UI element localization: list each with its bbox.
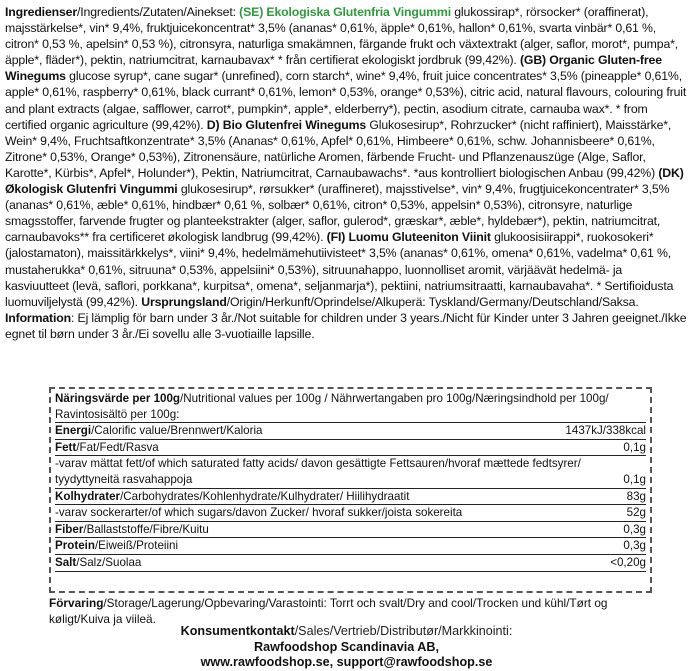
- information-label: Information: [5, 310, 71, 325]
- nutrition-row-value: 52g: [626, 506, 646, 520]
- nutrition-row-description: /Calorific value/Brennwert/Kaloria: [91, 424, 263, 438]
- nutrition-row-value: 0,3g: [623, 539, 646, 553]
- nutrition-row: [55, 423, 646, 440]
- ingredients-block: [5, 4, 689, 342]
- de-ingredients: Glukosesirup*, Rohrzucker* (nicht raffiniert), Maisstärke*, Wein* 9,4%, Fruchtsaftkonzentrate* 3,5% (Ananas* 0,61%, Apfel* 0,61%, Himbeere* 0,61%, schw. Johannisbeere* 0,61%, Zitrone* 0,53%, Orange* 0,53%), Zitronensäure, natürliche Aromen, färbende Frucht- und Pflanzenauszüge (Alge, Saflor, Karotte*, Kürbis*, Apfel*, Holunder*), Pektin, Natriumcitrat, Carnaubawachs*. *aus kontrolliert biologischen Anbau (99,42%): [5, 117, 672, 180]
- nutrition-rows: [55, 423, 646, 571]
- nutrition-row-nutrient: Fiber: [55, 522, 84, 536]
- nutrition-row-label: [55, 538, 178, 554]
- nutrition-header-line3: Ravintosisältö per 100g:: [55, 407, 180, 421]
- ingredients-heading-languages: /Ingredients/Zutaten/Ainekset:: [77, 5, 240, 19]
- nutrition-row-description: /Ballaststoffe/Fibre/Kuitu: [83, 522, 209, 536]
- fi-title: (FI) Luomu Gluteeniton Viinit: [326, 230, 491, 245]
- nutrition-row-value: <0,20g: [610, 555, 646, 569]
- nutrition-row: [55, 440, 646, 457]
- contact-heading-line: [0, 624, 693, 640]
- nutrition-row-value: 83g: [626, 489, 646, 503]
- nutrition-row-description: /Carbohydrates/Kohlenhydrate/Kulhydrater/ Hiilihydraatit: [120, 489, 410, 503]
- nutrition-row-value: 0,1g: [623, 440, 646, 454]
- nutrition-row-description: -varav sockerarter/of which sugars/davon Zucker/ hvoraf sukker/joista sokereita: [55, 506, 463, 520]
- dk-title: (DK) Økologisk Glutenfri Vingummi: [5, 165, 684, 197]
- contact-label: Konsumentkontakt: [180, 624, 295, 638]
- contact-block: [0, 624, 693, 671]
- nutrition-row-nutrient: Protein: [55, 539, 95, 553]
- nutrition-row-nutrient: Salt: [55, 555, 77, 569]
- nutrition-header-line3-row: [55, 407, 646, 424]
- nutrition-table: [49, 387, 652, 593]
- nutrition-row-description: /Fat/Fedt/Rasva: [76, 440, 159, 454]
- nutrition-row-label: [55, 456, 615, 487]
- nutrition-row: [55, 538, 646, 555]
- nutrition-row: [55, 489, 646, 506]
- ingredients-heading: Ingredienser: [5, 5, 78, 19]
- nutrition-row-nutrient: Fett: [55, 440, 77, 454]
- nutrition-row-nutrient: Energi: [55, 424, 92, 438]
- nutrition-row-label: [55, 423, 262, 439]
- nutrition-row-value: 0,3g: [623, 522, 646, 536]
- nutrition-row-description: /Eiweiß/Proteiini: [94, 539, 179, 553]
- nutrition-row-value: 1437kJ/338kcal: [565, 424, 646, 438]
- nutrition-header-languages: /Nutritional values per 100g / Nährwertangaben pro 100g/Næringsindhold per 100g/: [180, 392, 609, 405]
- nutrition-row: [55, 505, 646, 522]
- nutrition-row-label: [55, 522, 209, 538]
- origin-label: Ursprungsland: [141, 294, 227, 309]
- dk-ingredients: glukosesirup*, rørsukker* (uraffineret), majsstivelse*, vin* 9,4%, frugtjuicekoncentrater* 3,5% (ananas* 0,61%, æble* 0,61%, hindbær* 0,61 %, solbær* 0,61%, citron* 0,53%, appelsin* 0,53%), citronsyre, naturlige smagsstoffer, farvende frugter og planteekstrakter (alger, saflor, gulerod*, græskar*, æble*, hyldebær*), pektin, natriumcitrat, carnaubavoks** fra certificeret økologisk landbrug (99,42%).: [5, 182, 670, 245]
- nutrition-row-description: /Salz/Suolaa: [76, 555, 142, 569]
- se-title: (SE) Ekologiska Glutenfria Vingummi: [239, 5, 451, 19]
- nutrition-row: [55, 555, 646, 572]
- nutrition-row-label: [55, 489, 409, 505]
- de-title: D) Bio Glutenfrei Winegums: [206, 117, 367, 132]
- nutrition-row-nutrient: Kolhydrater: [55, 489, 121, 503]
- nutrition-row: [55, 522, 646, 539]
- nutrition-row-label: [55, 555, 141, 571]
- nutrition-row-description: -varav mättat fett/of which saturated fatty acids/ davon gesättigte Fettsauren/hvoraf mættede fedtsyrer/ tyydyttyneitä rasvahappoja: [55, 457, 581, 486]
- contact-web[interactable]: www.rawfoodshop.se, support@rawfoodshop.se: [200, 655, 493, 669]
- gb-ingredients: glucose syrup*, cane sugar* (unrefined), corn starch*, wine* 9,4%, fruit juice concentrates* 3,5% (pineapple* 0,61%, apple* 0,61%, raspberry* 0,61%, black currant* 0,61%, lemon* 0,53%, orange* 0,53%), citric acid, natural flavours, colouring fruit and plant extracts (algae, safflower, carrot*, pumpkin*, apple*, elderberry*), pectin, asodium citrate, carnauba wax*. * from certified organic agriculture (99,42%).: [5, 69, 687, 132]
- origin-text: /Origin/Herkunft/Oprindelse/Alkuperä: Tyskland/Germany/Deutschland/Saksa.: [226, 294, 639, 309]
- storage-block: [49, 596, 649, 627]
- contact-label-languages: /Sales/Vertrieb/Distributør/Markkinointi:: [294, 624, 513, 638]
- se-ingredients: glukossirap*, rörsocker* (oraffinerat), majsstärkelse*, vin* 9,4%, fruktjuicekoncentrat* 3,5% (ananas* 0,61%, äpple* 0,61%, hallon* 0,61%, svarta vinbär* 0,61 %, citron* 0,53 %, apelsin* 0,53 %), citronsyra, naturliga smakämnen, färgande frukt och växtextrakt (alger, saflor, morot*, pumpa*, äpple*, fläder*), pektin, natriumcitrat, karnaubavax* * från certifierat ekologiskt jordbruk (99,42%).: [5, 5, 679, 68]
- nutrition-row-label: [55, 505, 462, 521]
- nutrition-row-label: [55, 440, 159, 456]
- fi-ingredients: glukoosisiirappi*, ruokosokeri* (jalostamaton), maissitärkkelys*, viini* 9,4%, hedelmämehutiivisteet* 3,5% (ananas* 0,61%, omena* 0,61%, vadelma* 0,61 %, mustaherukka* 0,61%, sitruuna* 0,53%, appelsiini* 0,53%), sitruunahappo, luonnolliset aromit, värjäävät hedelmä- ja kasviuutteet (levä, saflori, porkkana*, kurpitsa*, omena*, seljanmarja*), pektiini, natriumsitraatti, karnaubavaha*. * Sertifioidusta luomuviljelystä (99,42%).: [5, 230, 674, 309]
- storage-text: /Storage/Lagerung/Opbevaring/Varastointi: Torrt och svalt/Dry and cool/Trocken und kühl/Tørt og køligt/Kuiva ja viileä.: [49, 596, 608, 626]
- storage-label: Förvaring: [49, 596, 104, 610]
- information-text: : Ej lämplig för barn under 3 år./Not suitable for children under 3 years./Nicht für Kinder unter 3 Jahren geeignet./Ikke egnet til børn under 3 år./Ei sovellu alle 3-vuotiaille lapsille.: [5, 310, 687, 341]
- nutrition-row: [55, 456, 646, 488]
- contact-company: Rawfoodshop Scandinavia AB,: [254, 639, 439, 654]
- gb-title: (GB) Organic Gluten-free Winegums: [5, 53, 662, 84]
- nutrition-header-bold: Näringsvärde per 100g: [55, 392, 181, 405]
- nutrition-header: [55, 391, 646, 407]
- nutrition-row-value: 0,1g: [623, 472, 646, 486]
